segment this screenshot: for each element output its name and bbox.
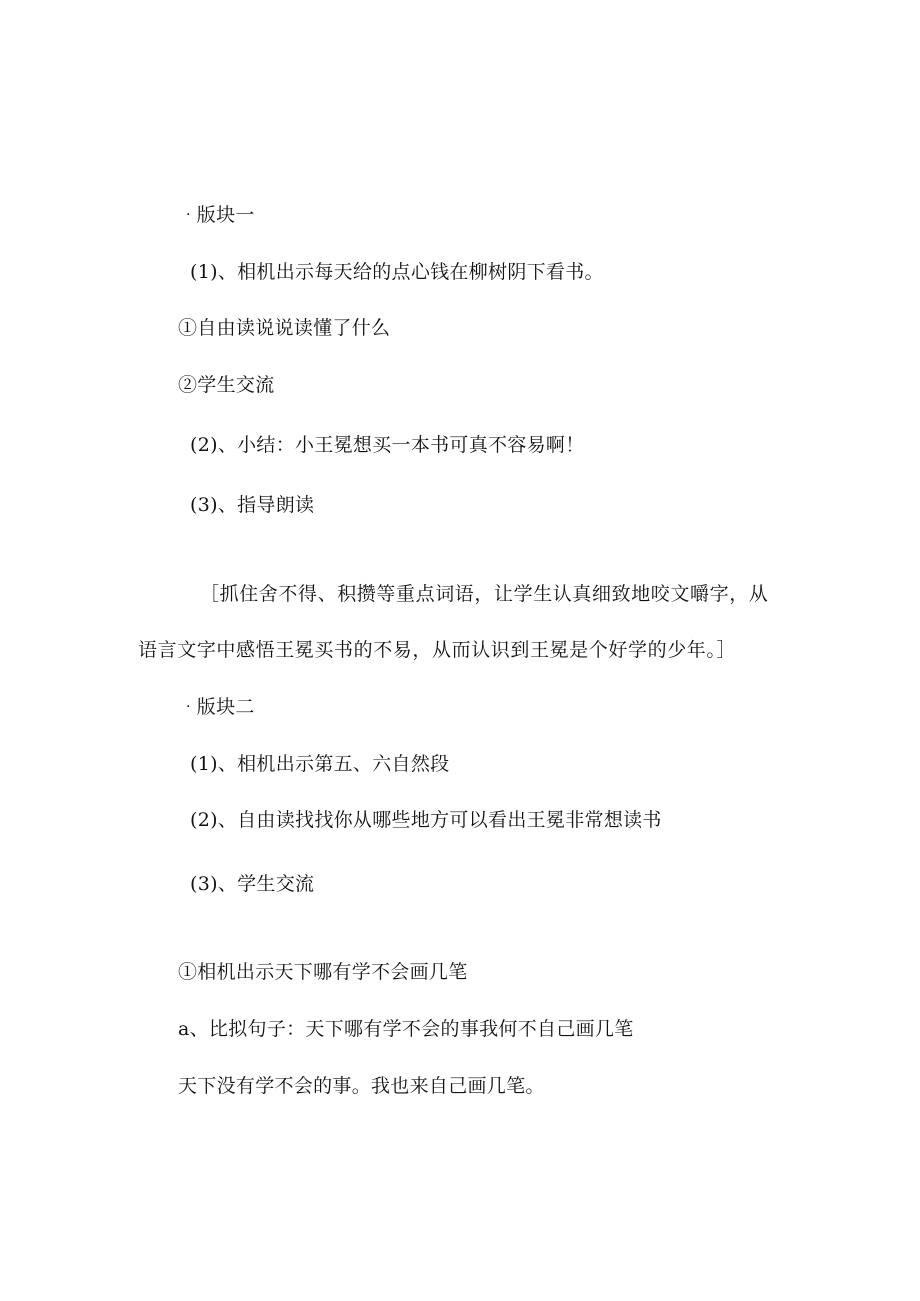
- bullet-icon: ·: [186, 207, 191, 223]
- section1-sub1: ①自由读说说读懂了什么: [178, 317, 391, 339]
- bullet-icon: ·: [186, 699, 191, 715]
- section1-sub2: ②学生交流: [178, 374, 275, 396]
- section1-item3: (3)、指导朗读: [190, 494, 315, 516]
- section1-note-line1: ［抓住舍不得、积攒等重点词语，让学生认真细致地咬文嚼字，从: [200, 583, 769, 605]
- section2-sub-a-continuation: 天下没有学不会的事。我也来自己画几笔。: [178, 1075, 545, 1097]
- section1-item1: (1)、相机出示每天给的点心钱在柳树阴下看书。: [190, 261, 604, 283]
- section1-heading: [186, 203, 255, 227]
- section1-note-line2: 语言文字中感悟王冕买书的不易，从而认识到王冕是个好学的少年。］: [138, 639, 737, 661]
- section1-item2: (2)、小结：小王冕想买一本书可真不容易啊！: [190, 434, 585, 456]
- section2-item2: (2)、自由读找找你从哪些地方可以看出王冕非常想读书: [190, 809, 662, 831]
- section2-item3: (3)、学生交流: [190, 873, 315, 895]
- section2-sub1: ①相机出示天下哪有学不会画几笔: [178, 961, 468, 983]
- section2-heading-text: 版块二: [196, 696, 255, 718]
- section2-item1: (1)、相机出示第五、六自然段: [190, 753, 450, 775]
- section2-sub-a: a、比拟句子：天下哪有学不会的事我何不自己画几笔: [178, 1018, 634, 1040]
- section2-heading: [186, 695, 255, 719]
- section1-heading-text: 版块一: [196, 204, 255, 226]
